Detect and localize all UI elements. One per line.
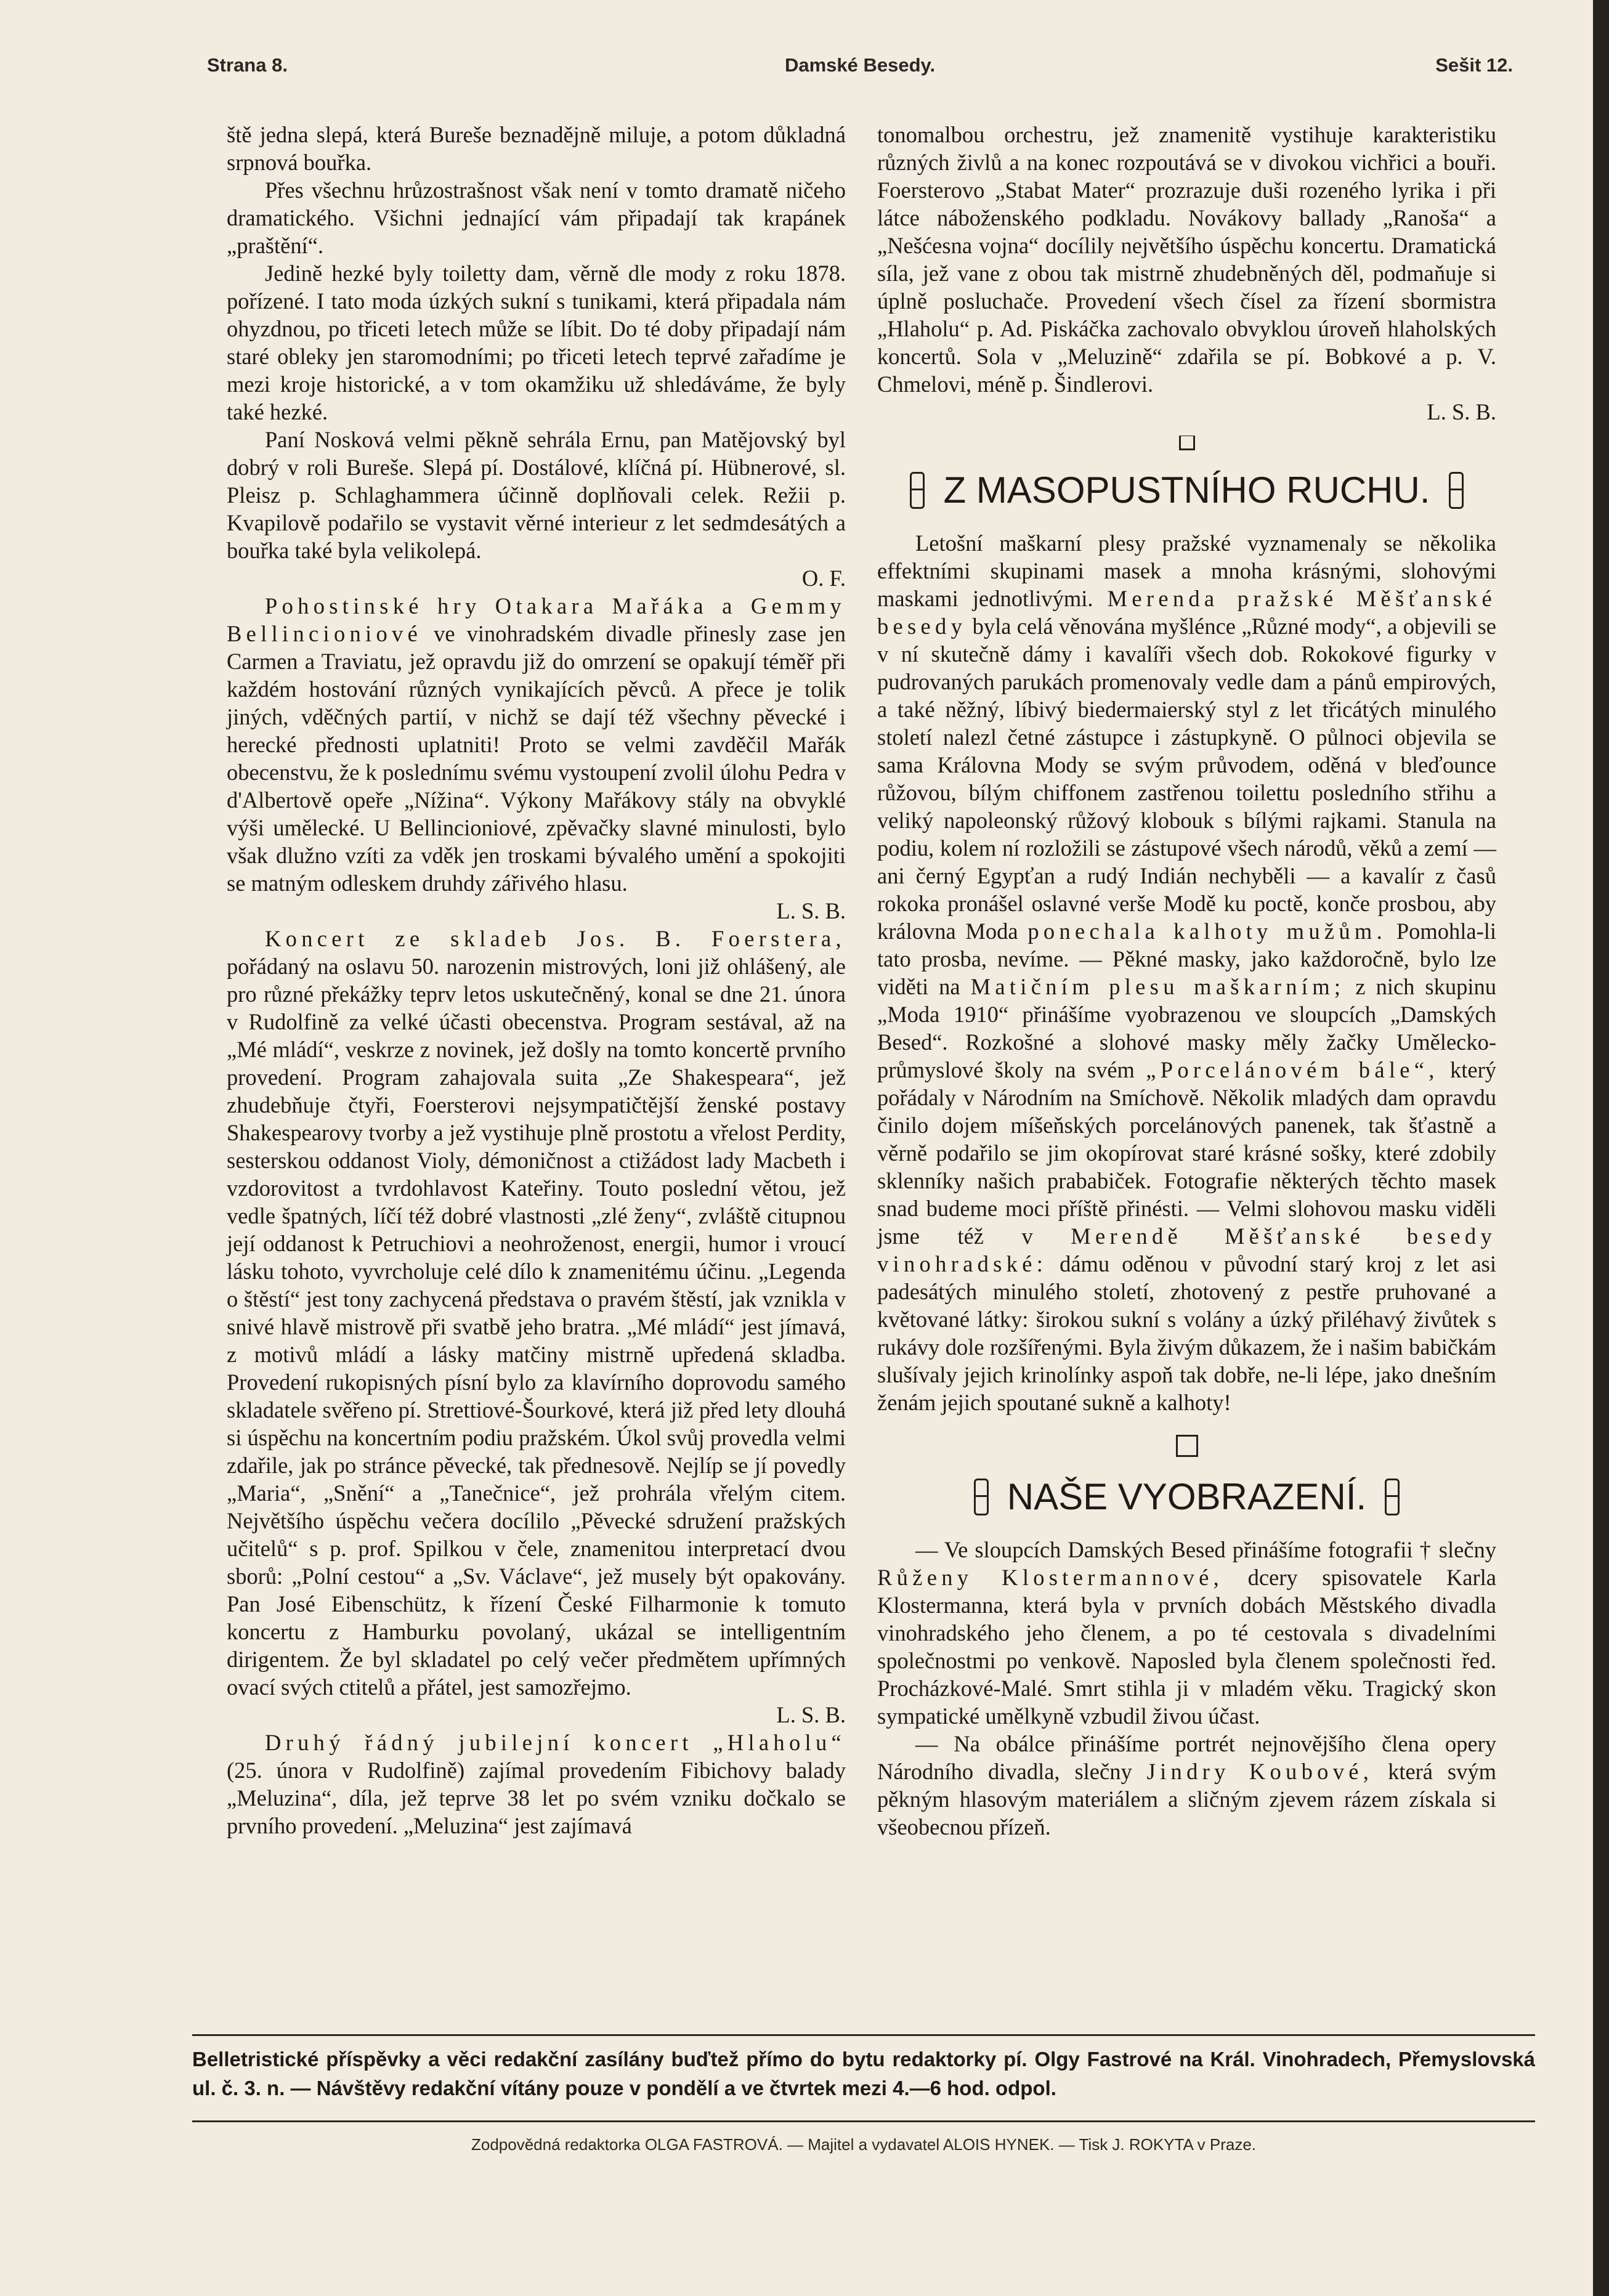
paragraph — [877, 121, 1496, 426]
spaced-lead: Koncert ze skladeb Jos. B. Foerstera, — [265, 926, 846, 951]
section-title: NAŠE VYOBRAZENÍ. — [1007, 1476, 1367, 1517]
author-signature: L. S. B. — [1427, 399, 1496, 424]
right-column — [877, 121, 1496, 1841]
page-header — [207, 51, 1513, 83]
paragraph — [227, 426, 846, 592]
paragraph-text: který pořádaly v Národním na Smíchově. Několik mladých dam opravdu činilo dojem míšeňských porcelánových panenek, tak šťastně a věrně podařilo se jim okopírovat staré krásné sošky, které zdobily sklenníky našich prababiček. Fotografie některých těchto masek snad budeme moci příště přinésti. — Velmi slohovou masku viděli jsme též v — [877, 1057, 1497, 1249]
paragraph-text: byla celá věnována myšlénce „Různé mody“, a objevili se v ní skutečně dámy i kavalíři všech dob. Rokokové figurky v pudrovaných parukách promenovaly vedle dam a pánů empirových, a také něžný, líbivý biedermaierský styl z let třicátých minulého století nalezl četné zástupce i zástupkyně. O půlnoci objevila se sama Královna Mody se svým průvodem, oděná v bleďounce růžovou, bílým chiffonem zastřenou toilettu posledního střihu a veliký napoleonský růžový klobouk s bílými rajkami. Stanula na podiu, kolem ní rozložili se zástupové všech národů, věků a zemí — ani černý Egypťan a rudý Indián nechyběli — a kavalír z časů rokoka pronášel oslavné verše Modě ku poctě, konče prosbou, aby královna Moda — [877, 614, 1497, 944]
spaced-text: Růženy Klostermannové, — [877, 1565, 1224, 1590]
paragraph: Přes všechnu hrůzostrašnost však není v tomto dramatě ničeho dramatického. Všichni jednající vám připadají tak krapánek „praštění“. — [227, 177, 846, 258]
section-heading-masopust — [877, 469, 1496, 512]
paragraph: Jedině hezké byly toiletty dam, věrně dle mody z roku 1878. pořízené. I tato moda úzkých sukní s tunikami, která připadala nám ohyzdnou, po třiceti letech může se líbit. Do té doby připadají nám staré obleky jen staromodními; po třiceti letech teprvé zařadíme je mezi kroje historické, a v tom okamžiku už shledáváme, že byly také hezké. — [227, 261, 846, 424]
ornament-icon — [1385, 1479, 1400, 1515]
paragraph — [877, 1536, 1496, 1730]
paragraph — [227, 1729, 846, 1840]
page-number: Strana 8. — [207, 54, 288, 76]
spaced-text: „Porcelánovém bále“, — [1146, 1057, 1439, 1082]
author-signature: L. S. B. — [776, 898, 846, 923]
paragraph-text: — Na obálce přinášíme portrét nejnovějšího člena opery Národního divadla, slečny — [877, 1731, 1496, 1784]
issue-number: Sešit 12. — [1435, 54, 1513, 76]
imprint-line: Zodpovědná redaktorka OLGA FASTROVÁ. — Majitel a vydavatel ALOIS HYNEK. — Tisk J. ROKYTA v Praze. — [471, 2135, 1256, 2154]
ornament-icon — [1179, 436, 1195, 450]
paragraph-text: dámu oděnou v původní starý kroj z let asi padesátých minulého století, zhotovený z pestře pruhované a květované látky: širokou sukní s volány a úzký přiléhavý živůtek s rukávy dole rozšířenými. Byla živým důkazem, že i našim babičkám slušívaly jejich krinolínky aspoň tak dobře, ne-li lépe, jako dnešním ženám jejich spoutané sukně a kalhoty! — [877, 1251, 1496, 1415]
page-edge — [1593, 0, 1609, 2296]
paragraph-text: (25. února v Rudolfině) zajímal provedením Fibichovy balady „Meluzina“, díla, jež teprve 38 let po svém vzniku dočkalo se prvního provedení. „Meluzina“ jest zajímavá — [227, 1758, 846, 1838]
magazine-title: Damské Besedy. — [784, 54, 936, 76]
spaced-text: Matičním plesu maškarním; — [970, 974, 1345, 999]
section-title: Z MASOPUSTNÍHO RUCHU. — [943, 469, 1430, 511]
ornament-icon — [1449, 472, 1464, 509]
paragraph-text: dcery spisovatele Karla Klostermanna, která byla v prvních dobách Městského divadla vinohradského jeho členem, a po té cestovala s divadelními společnostmi po venkově. Naposled byla členem společnosti řed. Procházkové-Malé. Smrt stihla ji v mladém věku. Tragický skon sympatické umělkyně vzbudil živou účast. — [877, 1565, 1497, 1729]
paragraph-text: z nich skupinu „Moda 1910“ přinášíme vyobrazenou ve sloupcích „Damských Besed“. Rozkošné a slohové masky měly žačky Umělecko-průmyslové školy na svém — [877, 974, 1497, 1082]
spaced-text: Merendě Měšťanské besedy vinohradské: — [877, 1223, 1497, 1276]
spaced-lead: Druhý řádný jubilejní koncert „Hlaholu“ — [265, 1730, 846, 1755]
paragraph — [877, 1730, 1496, 1841]
paragraph: ště jedna slepá, která Bureše beznadějně miluje, a potom důkladná srpnová bouřka. — [227, 122, 846, 175]
ornament-icon — [974, 1479, 989, 1515]
paragraph — [227, 592, 846, 925]
spaced-lead: Pohostinské hry Otakara Mařáka a Gemmy Bellincioniové — [227, 593, 846, 646]
section-heading-vyobrazeni — [877, 1475, 1496, 1519]
paragraph — [227, 925, 846, 1729]
spaced-text: ponechala kalhoty mužům. — [1027, 919, 1387, 944]
editorial-notice: Belletristické příspěvky a věci redakční zasílány buďtež přímo do bytu redaktorky pí. Olgy Fastrové na Král. Vinohradech, Přemyslovská ul. č. 3. n. — Návštěvy redakční vítány pouze v pondělí a ve čtvrtek mezi 4.—6 hod. odpol. — [192, 2034, 1535, 2103]
spaced-text: Jindry Koubové, — [1146, 1759, 1374, 1784]
ornament-icon — [910, 472, 925, 509]
left-column — [227, 121, 846, 1840]
paragraph-text: která svým pěkným hlasovým materiálem a sličným zjevem rázem získala si všeobecnou přízeň. — [877, 1759, 1496, 1840]
spaced-text: Merenda pražské Měšťanské besedy — [877, 586, 1496, 639]
paragraph-text: Paní Nosková velmi pěkně sehrála Ernu, pan Matějovský byl dobrý v roli Bureše. Slepá pí. Dostálové, klíčná pí. Hübnerové, sl. Pleisz p. Schlaghammera účinně doplňovali celek. Režii p. Kvapilově podařilo se vystavit věrné interieur z let sedmdesátých a bouřka také byla velikolepá. — [227, 427, 846, 563]
footer-rule — [192, 2120, 1535, 2122]
paragraph-text: Pomohla-li tato prosba, nevíme. — Pěkné masky, jako každoročně, bylo lze viděti na — [877, 919, 1497, 999]
paragraph-text: ve vinohradském divadle přinesly zase jen Carmen a Traviatu, jež opravdu již do omrzení se opakují téměř při každém hostování různých vynikajících pěvců. A přece je tolik jiných, vděčných partií, v nichž se dají též všechny pěvecké i herecké přednosti uplatniti! Proto se velmi zavděčil Mařák obecenstvu, že k poslednímu svému vystoupení zvolil úlohu Pedra v d'Albertově opeře „Nížina“. Výkony Mařákovy stály na obvyklé výši umělecké. U Bellincioniové, zpěvačky slavné minulosti, bylo však dlužno vzíti za vděk jen troskami bývalého umění a spokojiti se matným odleskem druhdy zářivého hlasu. — [227, 621, 846, 896]
paragraph-text: — Ve sloupcích Damských Besed přinášíme fotografii † slečny — [915, 1537, 1496, 1562]
paragraph-text: pořádaný na oslavu 50. narozenin mistrových, loni již ohlášený, ale pro různé překážky teprv letos uskutečněný, konal se dne 21. února v Rudolfině za velké účasti obecenstva. Program sestával, až na „Mé mládí“, veskrze z novinek, jež došly na tomto koncertě prvního provedení. Program zahajovala suita „Ze Shakespeara“, jež zhudebňuje čtyři, Foersterovi nejsympatičtější ženské postavy Shakespearovy tvorby a jež vystihuje plně prostotu a vřelost Perdity, sesterskou oddanost Violy, démoničnost a ctižádost lady Macbeth i vzdorovitost a tvrdohlavost Kateřiny. Touto poslední větou, jež vedle špatných, líčí též dobré vlastnosti „zlé ženy“, zvláště citupnou její oddanost k Petruchiovi a neohroženost, energii, humor i vroucí lásku tohoto, vyvrcholuje celé dílo k znamenitému účinu. „Legenda o štěstí“ jest tony zachycená představa o pravém štěstí, jak vznikla v snivé hlavě mistrově při svatbě jeho bratra. „Mé mládí“ jest jímavá, z motivů mládí a lásky matčiny mistrně upředená skladba. Provedení rukopisných písní bylo za klavírního doprovodu samého skladatele svěřeno pí. Strettiové-Šourkové, která již před lety dlouhá si úspěchu na koncertním podiu pražském. Úkol svůj provedla velmi zdařile, jak po stránce pěvecké, tak přednesově. Nejlíp se jí povedly „Maria“, „Snění“ a „Tanečnice“, jež prohrála vřelým citem. Největšího úspěchu večera docílilo „Pěvecké sdružení pražských učitelů“ s p. prof. Spilkou v čele, znamenitou interpretací dvou sborů: „Polní cestou“ a „Sv. Václave“, jež musely být opakovány. Pan José Eibenschütz, k řízení České Filharmonie k tomuto koncertu z Hamburku povolaný, ukázal se intelligentním dirigentem. Že byl skladatel po celý večer předmětem upřímných ovací svých ctitelů a přátel, jest samozřejmo. — [227, 954, 846, 1700]
paragraph-text: tonomalbou orchestru, jež znamenitě vystihuje karakteristiku různých živlů a na konec rozpoutává se v divokou vichřici a bouři. Foersterovo „Stabat Mater“ prozrazuje duši rozeného lyrika i při látce náboženského podkladu. Novákovy ballady „Ranoša“ a „Nešćesna vojna“ docílily největšího úspěchu koncertu. Dramatická síla, jež vane z obou tak mistrně zhudebněných děl, podmaňuje si úplně posluchače. Provedení všech čísel za řízení sbormistra „Hlaholu“ p. Ad. Piskáčka zachovalo obvyklou úroveň hlaholských koncertů. Sola v „Meluzině“ zdařila se pí. Bobkové a p. V. Chmelovi, méně p. Šindlerovi. — [877, 122, 1496, 397]
ornament-icon — [1176, 1435, 1198, 1457]
paragraph — [877, 529, 1496, 1416]
author-signature: O. F. — [801, 566, 846, 591]
author-signature: L. S. B. — [776, 1702, 846, 1727]
paragraph-text: Letošní maškarní plesy pražské vyznamenaly se několika effektními skupinami masek a mnoha krásnými, slohovými maskami jednotlivými. — [877, 530, 1496, 611]
